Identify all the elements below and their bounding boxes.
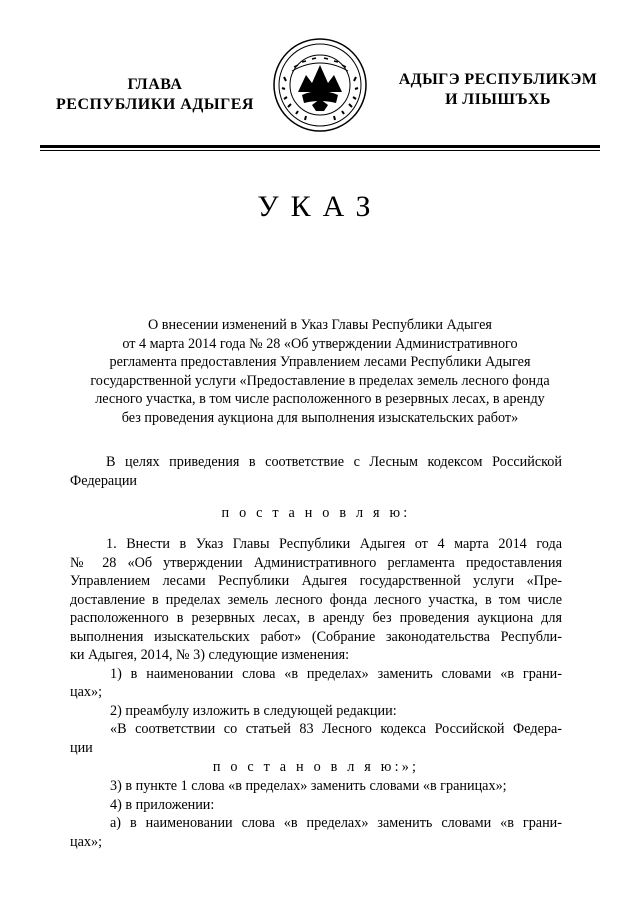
paragraph-line: 2) преамбулу изложить в следующей редакции: xyxy=(110,702,397,719)
decree-word-quoted xyxy=(70,758,562,777)
preamble xyxy=(70,453,562,490)
header-right xyxy=(378,70,618,110)
decree-word-quoted-text: п о с т а н о в л я ю:»; xyxy=(212,759,420,775)
paragraph-line: ции xyxy=(70,739,93,756)
paragraph-line: расположенного в резервных лесах, в аренду без проведения аукциона для xyxy=(70,610,562,626)
subject-line: лесного участка, в том числе расположенного в резервных лесах, в аренду xyxy=(95,391,545,407)
paragraph-line: «В соответствии со статьей 83 Лесного кодекса Российской Федера- xyxy=(110,721,562,737)
amendment-items xyxy=(70,777,562,851)
amendment-item: а) в наименовании слова «в пределах» заменить словами «в грани- xyxy=(110,815,562,831)
header-right-line2: И ЛІЫШЪХЬ xyxy=(445,91,551,108)
paragraph-line: № 28 «Об утверждении Административного регламента предоставления xyxy=(70,554,562,571)
decree-word xyxy=(70,504,562,523)
paragraph-line: доставление в пределах земель лесного фонда лесного участка, в том числе xyxy=(70,591,562,608)
header-right-line1: АДЫГЭ РЕСПУБЛИКЭМ xyxy=(398,71,598,88)
amendment-item: 3) в пункте 1 слова «в пределах» заменить словами «в границах»; xyxy=(110,778,507,794)
main-paragraph xyxy=(70,535,562,757)
header-divider-thin xyxy=(40,150,600,151)
amendment-item: цах»; xyxy=(70,833,103,850)
header-left-line2: РЕСПУБЛИКИ АДЫГЕЯ xyxy=(56,96,254,113)
preamble-line: Федерации xyxy=(70,472,138,489)
header-left-line1: ГЛАВА xyxy=(127,76,183,93)
paragraph-line: цах»; xyxy=(70,684,103,700)
preamble-line: В целях приведения в соответствие с Лесным кодексом Российской xyxy=(106,454,562,470)
decree-word-text: п о с т а н о в л я ю: xyxy=(221,505,411,521)
paragraph-line: 1) в наименовании слова «в пределах» заменить словами «в грани- xyxy=(110,665,562,682)
subject-line: без проведения аукциона для выполнения изыскательских работ» xyxy=(121,409,519,426)
header-left xyxy=(45,75,265,115)
document-title: УКАЗ xyxy=(257,190,383,223)
paragraph-line: ки Адыгея, 2014, № 3) следующие изменения: xyxy=(70,647,350,663)
paragraph-line: выполнения изыскательских работ» (Собрание законодательства Республи- xyxy=(70,628,562,645)
header-divider-thick xyxy=(40,145,600,148)
coat-of-arms-seal-icon xyxy=(272,37,368,133)
subject-line: государственной услуги «Предоставление в пределах земель лесного фонда xyxy=(90,372,550,389)
subject-line: от 4 марта 2014 года № 28 «Об утверждении Административного xyxy=(122,335,518,352)
amendment-item: 4) в приложении: xyxy=(110,796,215,813)
document-subject xyxy=(60,316,580,427)
subject-line: регламента предоставления Управлением лесами Республики Адыгея xyxy=(109,354,531,370)
subject-line: О внесении изменений в Указ Главы Республики Адыгея xyxy=(148,317,492,333)
paragraph-line: 1. Внести в Указ Главы Республики Адыгея от 4 марта 2014 года xyxy=(106,536,562,552)
paragraph-line: Управлением лесами Республики Адыгея государственной услуги «Пре- xyxy=(70,573,562,589)
